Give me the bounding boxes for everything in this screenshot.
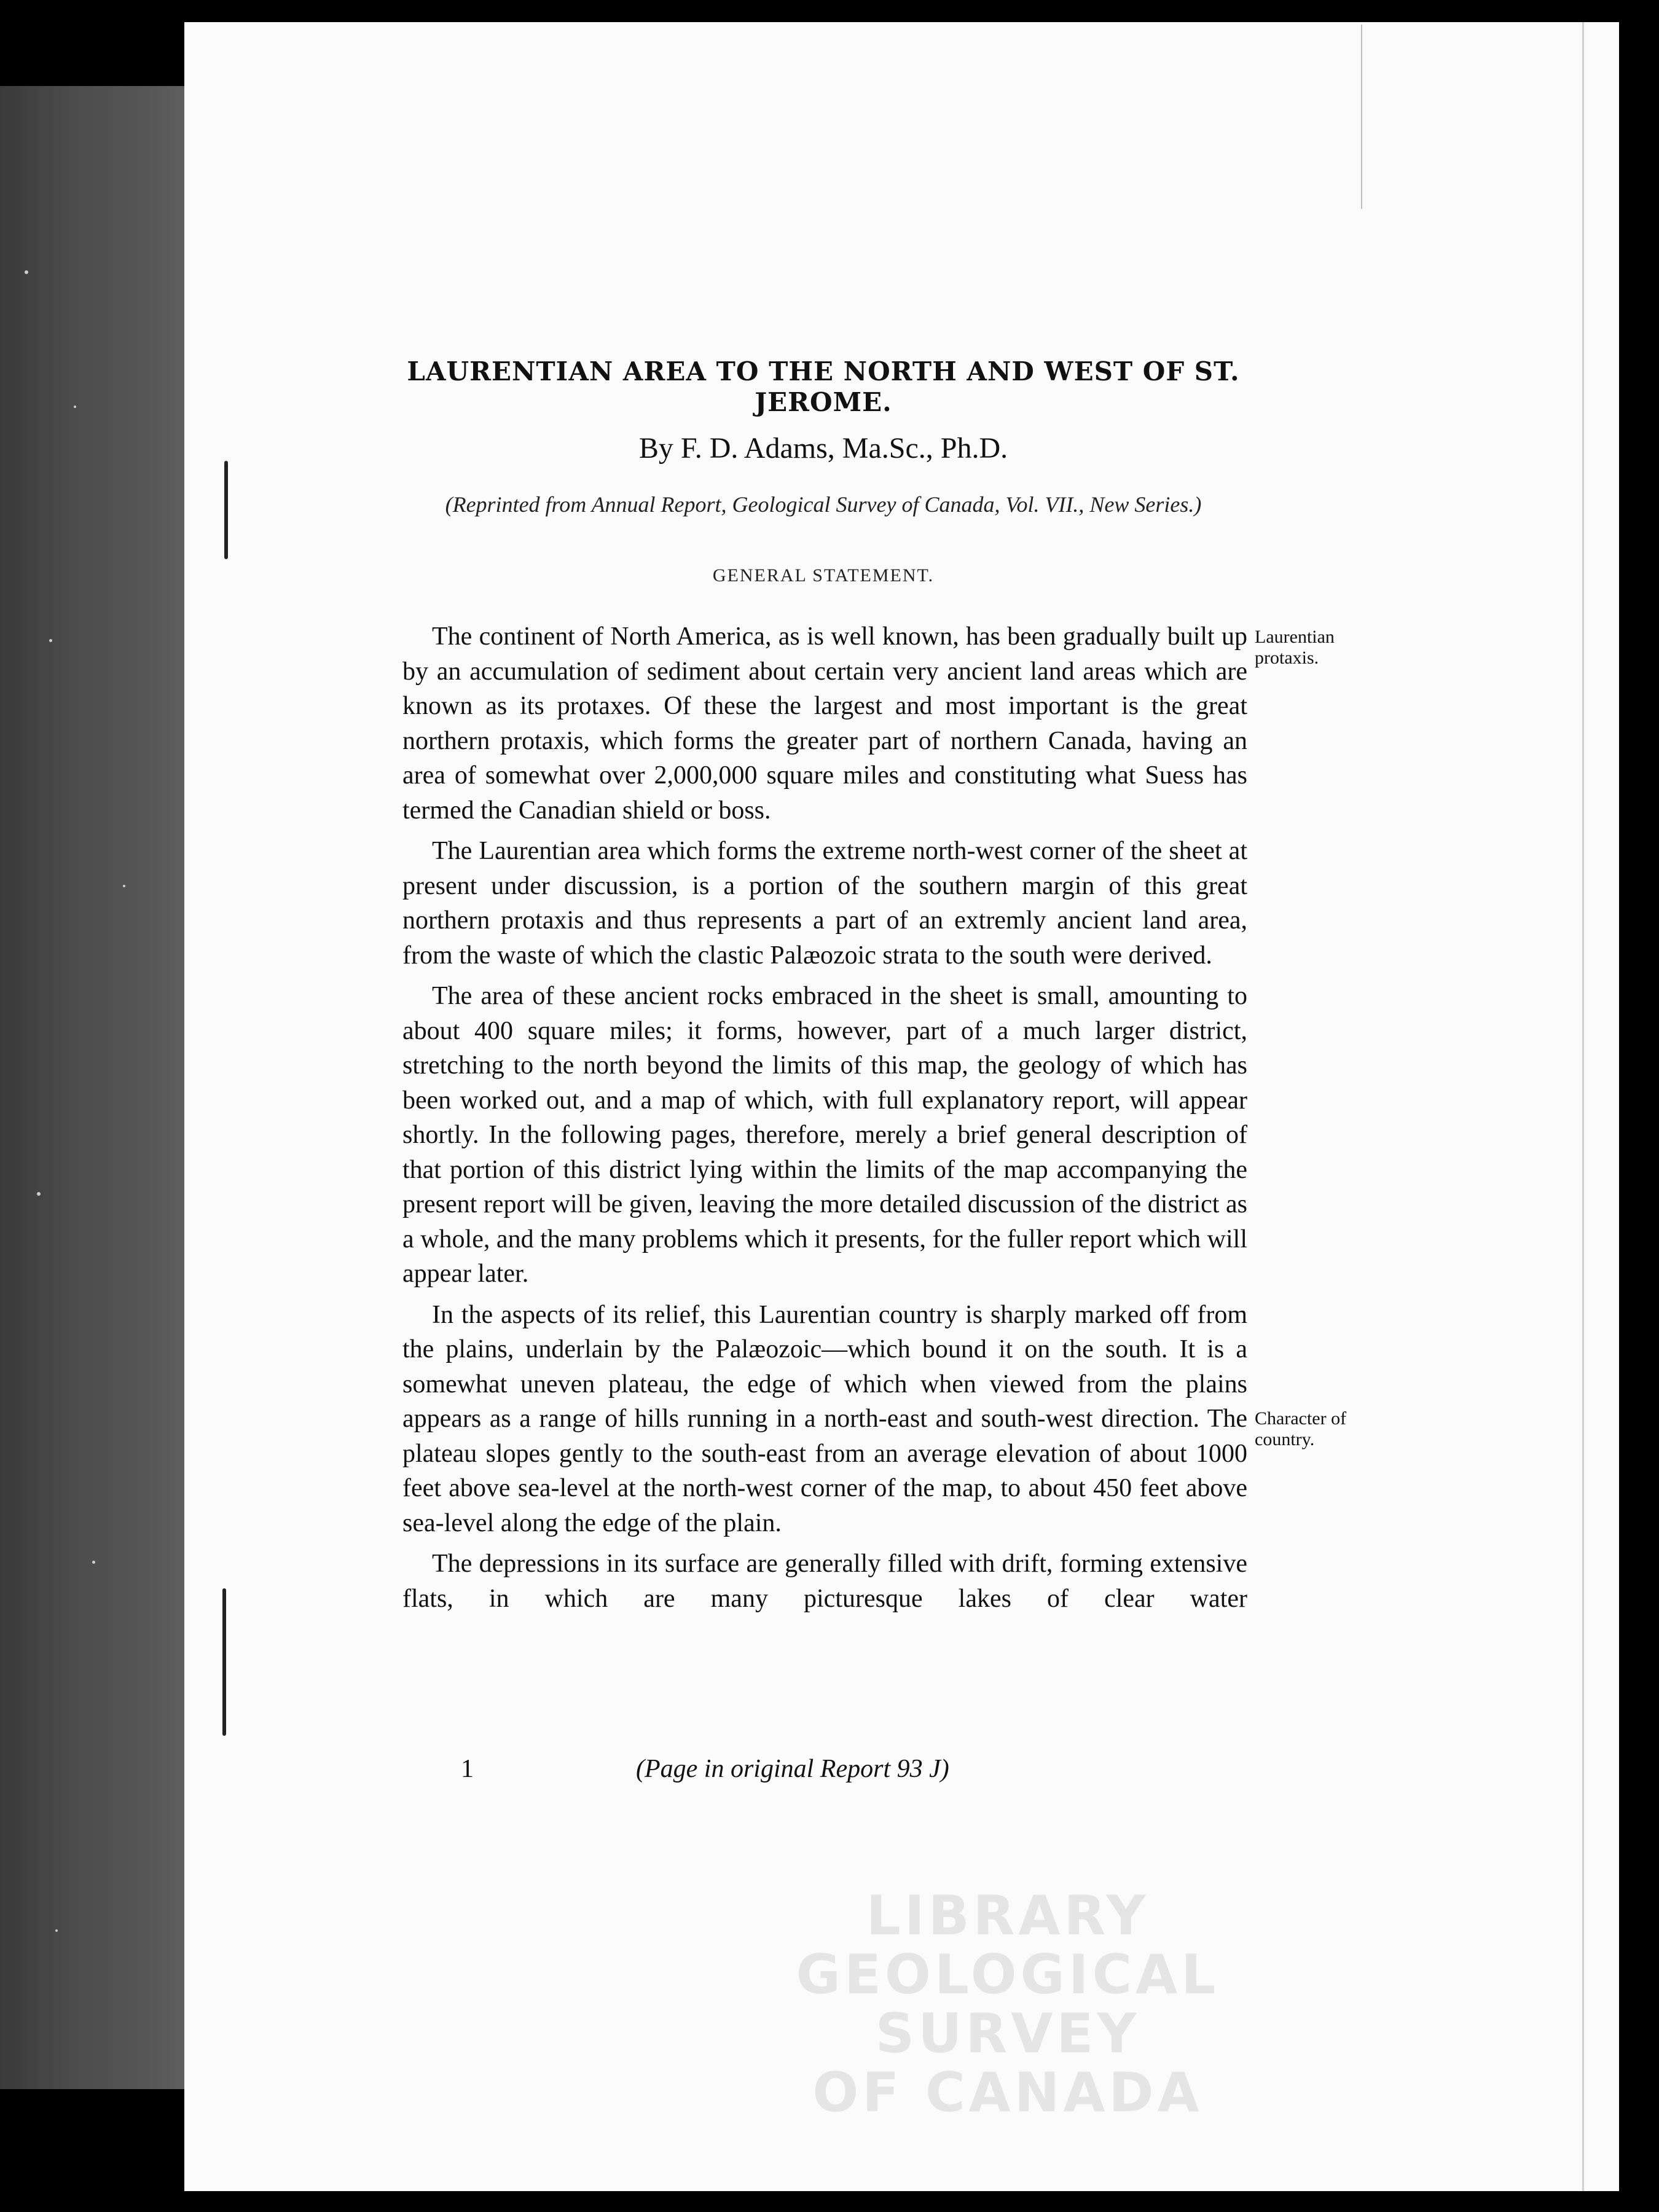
binding-mark-bottom	[222, 1588, 226, 1736]
paragraph: The depressions in its surface are generally filled with drift, forming extensive flats, in which are many picturesque lakes of clear water	[402, 1550, 1247, 1613]
page-edge-line	[1582, 22, 1584, 2191]
stamp-line: GEOLOGICAL SURVEY	[796, 1943, 1220, 2065]
page-fold-line	[1361, 25, 1362, 209]
paragraph: The area of these ancient rocks embraced in the sheet is small, amounting to about 400 square miles; it forms, however, part of a much larger district, stretching to the north beyond the limits of this map, the geology of which has been worked out, and a map of which, with full explanatory report, will appear shortly. In the following pages, therefore, merely a brief general description of that portion of this district lying within the limits of the map accompanying the present report will be given, leaving the more detailed discussion of the district as a whole, and the many problems which it presents, for the fuller report which will appear later.	[402, 982, 1247, 1288]
author-byline: By F. D. Adams, Ma.Sc., Ph.D.	[638, 432, 1008, 465]
reprint-note: (Reprinted from Annual Report, Geological Survey of Canada, Vol. VII., New Series.)	[445, 492, 1202, 517]
original-page-reference: (Page in original Report 93 J)	[636, 1755, 949, 1783]
stamp-line: LIBRARY	[866, 1884, 1150, 1947]
section-heading: GENERAL STATEMENT.	[712, 565, 935, 586]
stamp-line: OF CANADA	[812, 2061, 1203, 2124]
margin-note-laurentian: Laurentian protaxis.	[1255, 627, 1335, 668]
paragraph: The Laurentian area which forms the extreme north-west corner of the sheet at present under discussion, is a portion of the southern margin of this great northern protaxis and thus represents a part of an extremly ancient land area, from the waste of which the clastic Palæozoic strata to the south were derived.	[402, 837, 1247, 970]
document-title: LAURENTIAN AREA TO THE NORTH AND WEST OF ST. JEROME.	[407, 356, 1240, 417]
page-number: 1	[461, 1755, 474, 1783]
binding-mark-top	[224, 461, 228, 559]
adjacent-page-strip	[0, 86, 184, 2089]
margin-note-character: Character of country.	[1255, 1408, 1347, 1449]
body-text	[402, 619, 1247, 1622]
paragraph: The continent of North America, as is well known, has been gradually built up by an accumulation of sediment about certain very ancient land areas which are known as its protaxes. Of these the largest and most important is the great northern protaxis, which forms the greater part of northern Canada, having an area of somewhat over 2,000,000 square miles and constituting what Suess has termed the Canadian shield or boss.	[402, 622, 1247, 825]
library-stamp	[713, 1886, 1303, 2122]
paragraph: In the aspects of its relief, this Laurentian country is sharply marked off from the plains, underlain by the Palæozoic—which bound it on the south. It is a somewhat uneven plateau, the edge of which when viewed from the plains appears as a range of hills running in a north-east and south-west direction. The plateau slopes gently to the south-east from an average elevation of about 1000 feet above sea-level at the north-west corner of the map, to about 450 feet above sea-level along the edge of the plain.	[402, 1300, 1247, 1537]
